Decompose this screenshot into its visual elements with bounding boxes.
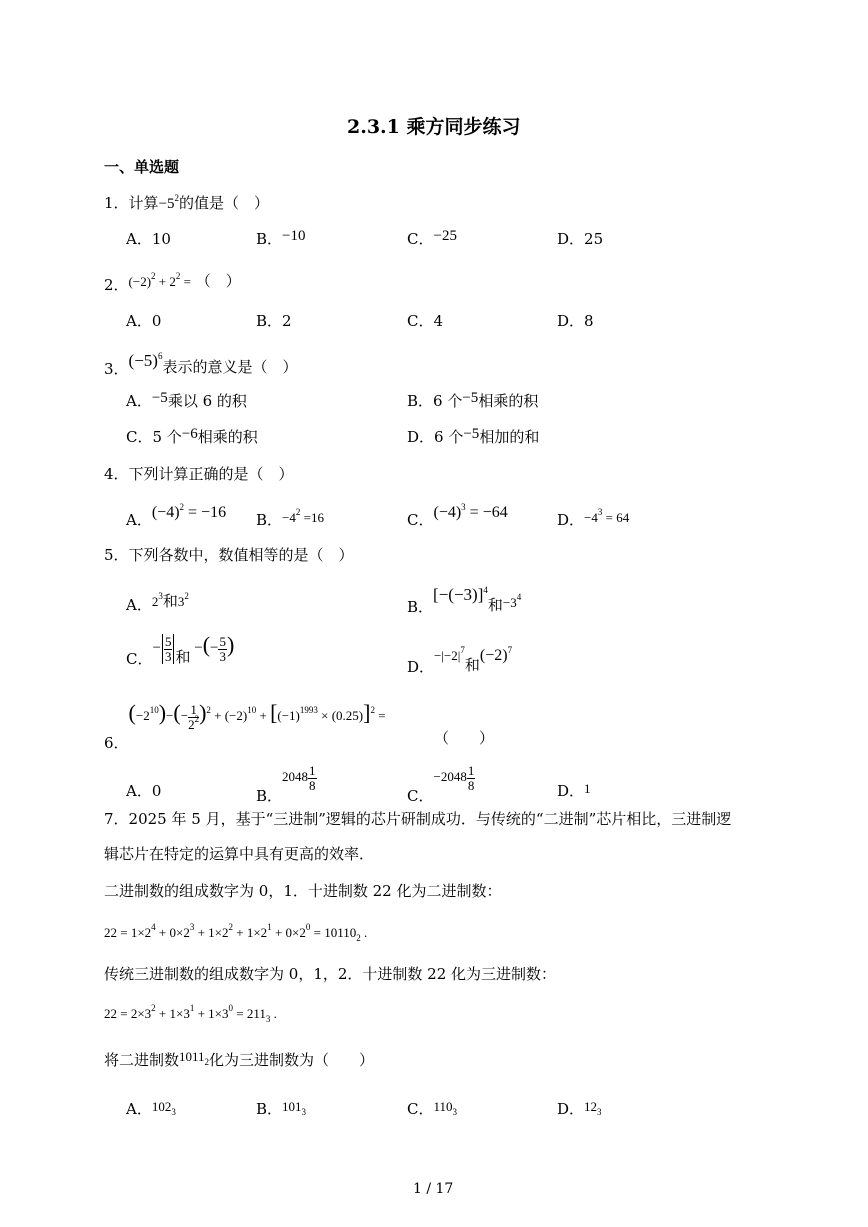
page-number: 1 / 17 — [413, 1181, 454, 1197]
math-expr: $(-2^{10})-(-$ $\frac{1}{2^2}$ )$^2 + (-2)^{10} + [(-1)^{1993} \times (0.25)]^2$ = — [128, 700, 386, 732]
question-text: 计算 — [128, 194, 159, 212]
math-expr: $(-5)^6$ — [128, 351, 163, 370]
q5-option-d[interactable]: D．$-|-2|^7$和$(-2)^7$ — [407, 645, 513, 676]
q3-option-d[interactable]: D．6 个−5相加的和 — [407, 426, 540, 446]
q2-option-c[interactable]: C．4 — [407, 312, 444, 330]
q1-option-b[interactable]: B．−10 — [256, 228, 306, 248]
question-2-stem — [104, 271, 241, 294]
question-6-stem — [104, 700, 386, 752]
question-7-line3: 二进制数的组成数字为 0，1．十进制数 22 化为二进制数： — [104, 882, 502, 900]
question-number: 5． — [104, 546, 129, 564]
q3-option-c[interactable]: C．5 个−6相乘的积 — [126, 426, 258, 446]
question-text: 的值是（ ） — [179, 194, 270, 212]
question-7-line2: 辑芯片在特定的运算中具有更高的效率． — [104, 845, 375, 863]
math-expr: $-5^2$ — [158, 193, 180, 212]
q1-option-d[interactable]: D．25 — [557, 230, 604, 248]
q6-option-a[interactable]: A．0 — [126, 782, 162, 800]
question-number: 4． — [104, 465, 129, 483]
binary-conversion-formula: $22 = 1\times 2^4 + 0\times 2^3 + 1\times 2^2 + 1\times 2^1 + 0\times 2^0 = 10110_2$ . — [104, 922, 368, 943]
fraction: $\frac{5}{3}$ — [164, 633, 172, 664]
question-3-stem — [104, 351, 298, 378]
math-expr: $(-2)^2 + 2^2$ = — [128, 271, 191, 289]
q5-option-b[interactable]: B．$[-(-3)]^4$和$-3^4$ — [407, 585, 522, 616]
answer-paren: （ ） — [195, 272, 241, 290]
q1-option-c[interactable]: C．−25 — [407, 228, 457, 248]
question-number: 6． — [104, 734, 129, 752]
question-number: 2． — [104, 276, 129, 294]
q7-option-a[interactable]: A．$102_3$ — [126, 1099, 176, 1118]
q6-answer-paren: （ ） — [434, 729, 495, 747]
question-number: 3． — [104, 360, 129, 378]
q4-option-d[interactable]: D．$-4^3 = 64$ — [557, 507, 630, 529]
page-title: 2.3.1 乘方同步练习 — [347, 116, 521, 138]
question-5-stem — [104, 548, 354, 563]
q4-option-b[interactable]: B．$-4^2 =16$ — [256, 507, 324, 529]
question-7-ask: 将二进制数$1011_2$化为三进制数为（ ） — [104, 1049, 375, 1069]
question-text: 下列各数中，数值相等的是（ ） — [128, 546, 354, 564]
q6-option-c[interactable]: C．−2048 $\frac{1}{8}$ — [407, 763, 475, 806]
q6-option-b[interactable]: B．2048 $\frac{1}{8}$ — [256, 763, 316, 806]
q4-option-c[interactable]: C．$(-4)^3 = -64$ — [407, 502, 508, 529]
question-text: 表示的意义是（ ） — [162, 358, 298, 376]
q2-option-d[interactable]: D．8 — [557, 312, 594, 330]
fraction: $\frac{5}{3}$ — [219, 633, 226, 664]
q6-option-d[interactable]: D．1 — [557, 781, 591, 800]
q5-option-a[interactable]: A．$2^3$和$3^2$ — [126, 591, 189, 614]
q7-option-c[interactable]: C．$110_3$ — [407, 1099, 458, 1118]
question-number: 1． — [104, 194, 129, 212]
q5-option-c[interactable]: C．− $\frac{5}{3}$ 和 −(− $\frac{5}{3}$ ) — [126, 632, 235, 669]
section-heading: 一、单选题 — [104, 158, 180, 176]
q4-option-a[interactable]: A．$(-4)^2 = -16$ — [126, 502, 227, 529]
question-text: 下列计算正确的是（ ） — [128, 465, 294, 483]
ternary-conversion-formula: $22 = 2\times 3^2 + 1\times 3^1 + 1\times 3^0 = 211_3$ . — [104, 1003, 277, 1024]
q1-option-a[interactable]: A．10 — [126, 230, 171, 248]
q3-option-a[interactable]: A．−5乘以 6 的积 — [126, 390, 247, 410]
q7-option-b[interactable]: B．$101_3$ — [256, 1099, 307, 1118]
q2-option-a[interactable]: A．0 — [126, 312, 162, 330]
question-7-line5: 传统三进制数的组成数字为 0，1，2．十进制数 22 化为三进制数： — [104, 965, 557, 983]
question-1-stem — [104, 193, 270, 212]
question-7-line1: 7．2025 年 5 月，基于“三进制”逻辑的芯片研制成功．与传统的“二进制”芯片相比，三进制逻 — [104, 810, 732, 828]
q7-option-d[interactable]: D．$12_3$ — [557, 1099, 602, 1118]
q3-option-b[interactable]: B．6 个−5相乘的积 — [407, 390, 539, 410]
question-4-stem — [104, 467, 294, 482]
q2-option-b[interactable]: B．2 — [256, 312, 292, 330]
